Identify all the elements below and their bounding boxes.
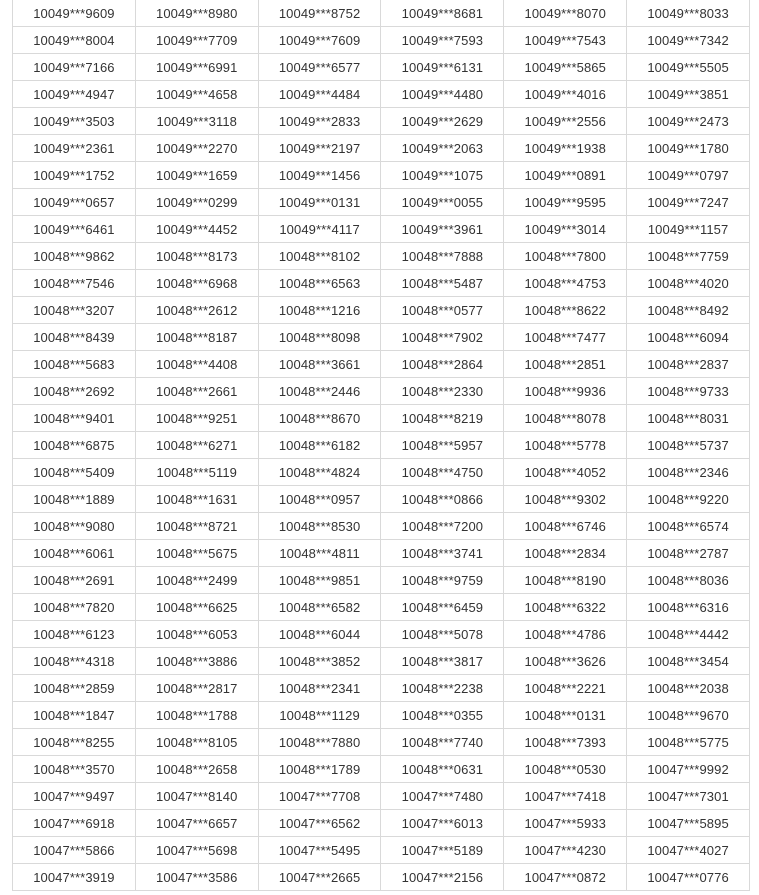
table-row xyxy=(13,513,750,540)
table-cell: 10048***0355 xyxy=(381,702,504,729)
table-cell: 10049***3503 xyxy=(13,108,136,135)
table-cell: 10049***9595 xyxy=(504,189,627,216)
table-cell: 10048***4020 xyxy=(627,270,750,297)
table-cell: 10048***9936 xyxy=(504,378,627,405)
table-cell: 10047***3919 xyxy=(13,864,136,891)
table-cell: 10048***4318 xyxy=(13,648,136,675)
table-cell: 10049***3851 xyxy=(627,81,750,108)
table-cell: 10048***4442 xyxy=(627,621,750,648)
table-cell: 10047***9497 xyxy=(13,783,136,810)
table-cell: 10049***7709 xyxy=(135,27,258,54)
table-cell: 10049***1752 xyxy=(13,162,136,189)
table-cell: 10048***2346 xyxy=(627,459,750,486)
table-cell: 10049***0055 xyxy=(381,189,504,216)
table-cell: 10049***7247 xyxy=(627,189,750,216)
table-cell: 10049***4117 xyxy=(258,216,381,243)
table-cell: 10049***4947 xyxy=(13,81,136,108)
table-cell: 10049***1075 xyxy=(381,162,504,189)
table-row xyxy=(13,270,750,297)
table-cell: 10048***2446 xyxy=(258,378,381,405)
table-cell: 10048***6123 xyxy=(13,621,136,648)
table-cell: 10048***2851 xyxy=(504,351,627,378)
table-row xyxy=(13,756,750,783)
table-cell: 10049***2833 xyxy=(258,108,381,135)
table-cell: 10048***8105 xyxy=(135,729,258,756)
table-cell: 10048***6094 xyxy=(627,324,750,351)
table-cell: 10048***4824 xyxy=(258,459,381,486)
table-row xyxy=(13,297,750,324)
table-cell: 10047***2665 xyxy=(258,864,381,891)
table-cell: 10048***7820 xyxy=(13,594,136,621)
table-cell: 10048***8190 xyxy=(504,567,627,594)
table-row xyxy=(13,216,750,243)
table-row xyxy=(13,594,750,621)
table-cell: 10047***4027 xyxy=(627,837,750,864)
table-cell: 10049***1456 xyxy=(258,162,381,189)
table-cell: 10049***8681 xyxy=(381,0,504,27)
table-row xyxy=(13,567,750,594)
table-cell: 10048***2661 xyxy=(135,378,258,405)
table-cell: 10048***6625 xyxy=(135,594,258,621)
table-cell: 10048***2691 xyxy=(13,567,136,594)
table-cell: 10048***4750 xyxy=(381,459,504,486)
table-row xyxy=(13,864,750,891)
table-row xyxy=(13,351,750,378)
table-row xyxy=(13,702,750,729)
table-cell: 10048***3741 xyxy=(381,540,504,567)
table-cell: 10047***8140 xyxy=(135,783,258,810)
table-cell: 10048***2834 xyxy=(504,540,627,567)
table-cell: 10047***7301 xyxy=(627,783,750,810)
table-cell: 10049***2270 xyxy=(135,135,258,162)
table-cell: 10049***0891 xyxy=(504,162,627,189)
table-cell: 10049***6991 xyxy=(135,54,258,81)
table-cell: 10048***9670 xyxy=(627,702,750,729)
table-cell: 10047***7418 xyxy=(504,783,627,810)
table-cell: 10048***1847 xyxy=(13,702,136,729)
table-cell: 10048***2238 xyxy=(381,675,504,702)
table-cell: 10049***0657 xyxy=(13,189,136,216)
table-cell: 10048***2817 xyxy=(135,675,258,702)
table-cell: 10049***1659 xyxy=(135,162,258,189)
table-cell: 10048***9220 xyxy=(627,486,750,513)
table-cell: 10048***4811 xyxy=(258,540,381,567)
table-row xyxy=(13,810,750,837)
table-cell: 10048***7477 xyxy=(504,324,627,351)
table-cell: 10048***1889 xyxy=(13,486,136,513)
table-row xyxy=(13,378,750,405)
table-cell: 10048***2692 xyxy=(13,378,136,405)
table-cell: 10049***7166 xyxy=(13,54,136,81)
table-cell: 10048***6574 xyxy=(627,513,750,540)
table-cell: 10048***7759 xyxy=(627,243,750,270)
table-cell: 10048***3207 xyxy=(13,297,136,324)
table-cell: 10048***1216 xyxy=(258,297,381,324)
id-table-body xyxy=(13,0,750,891)
table-row xyxy=(13,162,750,189)
table-cell: 10049***8752 xyxy=(258,0,381,27)
table-cell: 10049***6577 xyxy=(258,54,381,81)
table-cell: 10047***6657 xyxy=(135,810,258,837)
table-cell: 10048***6271 xyxy=(135,432,258,459)
table-cell: 10048***8721 xyxy=(135,513,258,540)
table-cell: 10048***8031 xyxy=(627,405,750,432)
id-table xyxy=(12,0,750,891)
table-cell: 10048***4753 xyxy=(504,270,627,297)
table-cell: 10049***8004 xyxy=(13,27,136,54)
table-cell: 10048***9851 xyxy=(258,567,381,594)
table-cell: 10047***6918 xyxy=(13,810,136,837)
table-cell: 10047***5895 xyxy=(627,810,750,837)
table-row xyxy=(13,540,750,567)
table-cell: 10049***3961 xyxy=(381,216,504,243)
table-row xyxy=(13,54,750,81)
table-cell: 10048***6968 xyxy=(135,270,258,297)
table-cell: 10049***2361 xyxy=(13,135,136,162)
table-cell: 10049***8980 xyxy=(135,0,258,27)
table-cell: 10047***7708 xyxy=(258,783,381,810)
table-cell: 10048***6746 xyxy=(504,513,627,540)
table-row xyxy=(13,405,750,432)
table-cell: 10047***5189 xyxy=(381,837,504,864)
table-cell: 10048***6182 xyxy=(258,432,381,459)
table-cell: 10048***7393 xyxy=(504,729,627,756)
table-cell: 10048***0957 xyxy=(258,486,381,513)
table-cell: 10048***1129 xyxy=(258,702,381,729)
table-cell: 10048***8530 xyxy=(258,513,381,540)
table-cell: 10048***8219 xyxy=(381,405,504,432)
table-cell: 10048***3454 xyxy=(627,648,750,675)
table-cell: 10049***7543 xyxy=(504,27,627,54)
table-cell: 10048***3626 xyxy=(504,648,627,675)
table-cell: 10048***2221 xyxy=(504,675,627,702)
table-cell: 10049***2473 xyxy=(627,108,750,135)
table-row xyxy=(13,0,750,27)
table-cell: 10049***4484 xyxy=(258,81,381,108)
table-row xyxy=(13,432,750,459)
table-cell: 10049***4658 xyxy=(135,81,258,108)
table-cell: 10047***5933 xyxy=(504,810,627,837)
table-cell: 10048***2038 xyxy=(627,675,750,702)
table-cell: 10048***1631 xyxy=(135,486,258,513)
table-cell: 10049***0797 xyxy=(627,162,750,189)
table-cell: 10048***4786 xyxy=(504,621,627,648)
table-cell: 10048***7200 xyxy=(381,513,504,540)
table-cell: 10048***6322 xyxy=(504,594,627,621)
table-cell: 10047***2156 xyxy=(381,864,504,891)
table-cell: 10048***5409 xyxy=(13,459,136,486)
table-cell: 10049***6131 xyxy=(381,54,504,81)
table-cell: 10048***8255 xyxy=(13,729,136,756)
table-row xyxy=(13,243,750,270)
table-cell: 10048***2787 xyxy=(627,540,750,567)
table-cell: 10049***8070 xyxy=(504,0,627,27)
table-cell: 10048***5737 xyxy=(627,432,750,459)
table-cell: 10049***6461 xyxy=(13,216,136,243)
table-cell: 10049***1938 xyxy=(504,135,627,162)
table-cell: 10048***9862 xyxy=(13,243,136,270)
table-row xyxy=(13,783,750,810)
table-cell: 10049***8033 xyxy=(627,0,750,27)
table-cell: 10049***5505 xyxy=(627,54,750,81)
table-cell: 10047***5698 xyxy=(135,837,258,864)
table-cell: 10049***1780 xyxy=(627,135,750,162)
table-cell: 10047***6562 xyxy=(258,810,381,837)
table-cell: 10048***2864 xyxy=(381,351,504,378)
table-cell: 10048***8102 xyxy=(258,243,381,270)
table-cell: 10048***0631 xyxy=(381,756,504,783)
table-cell: 10049***9609 xyxy=(13,0,136,27)
table-cell: 10047***5866 xyxy=(13,837,136,864)
table-cell: 10049***2197 xyxy=(258,135,381,162)
table-cell: 10047***6013 xyxy=(381,810,504,837)
table-row xyxy=(13,675,750,702)
table-cell: 10048***5683 xyxy=(13,351,136,378)
table-cell: 10048***6875 xyxy=(13,432,136,459)
table-cell: 10048***6563 xyxy=(258,270,381,297)
table-cell: 10048***0131 xyxy=(504,702,627,729)
table-cell: 10048***1789 xyxy=(258,756,381,783)
table-cell: 10048***8670 xyxy=(258,405,381,432)
table-row xyxy=(13,648,750,675)
table-cell: 10048***5778 xyxy=(504,432,627,459)
table-row xyxy=(13,135,750,162)
table-cell: 10048***6044 xyxy=(258,621,381,648)
table-row xyxy=(13,459,750,486)
table-cell: 10048***8078 xyxy=(504,405,627,432)
table-cell: 10048***3570 xyxy=(13,756,136,783)
table-cell: 10048***7546 xyxy=(13,270,136,297)
table-cell: 10048***1788 xyxy=(135,702,258,729)
table-row xyxy=(13,27,750,54)
table-cell: 10048***6316 xyxy=(627,594,750,621)
table-cell: 10048***8036 xyxy=(627,567,750,594)
table-cell: 10048***0866 xyxy=(381,486,504,513)
table-cell: 10048***2330 xyxy=(381,378,504,405)
table-cell: 10049***7609 xyxy=(258,27,381,54)
table-cell: 10048***2612 xyxy=(135,297,258,324)
table-cell: 10048***3852 xyxy=(258,648,381,675)
table-cell: 10048***3817 xyxy=(381,648,504,675)
table-cell: 10048***9251 xyxy=(135,405,258,432)
table-cell: 10049***7593 xyxy=(381,27,504,54)
table-cell: 10048***5487 xyxy=(381,270,504,297)
table-cell: 10048***9080 xyxy=(13,513,136,540)
table-cell: 10049***2063 xyxy=(381,135,504,162)
table-cell: 10048***9401 xyxy=(13,405,136,432)
table-cell: 10049***4016 xyxy=(504,81,627,108)
table-cell: 10048***9733 xyxy=(627,378,750,405)
table-cell: 10048***6459 xyxy=(381,594,504,621)
table-cell: 10049***2629 xyxy=(381,108,504,135)
table-cell: 10047***0872 xyxy=(504,864,627,891)
table-cell: 10048***6582 xyxy=(258,594,381,621)
table-cell: 10047***3586 xyxy=(135,864,258,891)
id-table-container xyxy=(12,0,750,891)
table-cell: 10048***2837 xyxy=(627,351,750,378)
table-cell: 10048***5957 xyxy=(381,432,504,459)
table-cell: 10048***5675 xyxy=(135,540,258,567)
table-cell: 10049***3118 xyxy=(135,108,258,135)
table-cell: 10048***8187 xyxy=(135,324,258,351)
table-row xyxy=(13,189,750,216)
table-cell: 10049***1157 xyxy=(627,216,750,243)
table-cell: 10047***5495 xyxy=(258,837,381,864)
table-cell: 10048***7902 xyxy=(381,324,504,351)
table-cell: 10048***7888 xyxy=(381,243,504,270)
table-row xyxy=(13,486,750,513)
table-row xyxy=(13,108,750,135)
table-cell: 10049***5865 xyxy=(504,54,627,81)
table-cell: 10048***5078 xyxy=(381,621,504,648)
table-cell: 10049***0299 xyxy=(135,189,258,216)
table-cell: 10049***4452 xyxy=(135,216,258,243)
table-cell: 10048***8492 xyxy=(627,297,750,324)
table-row xyxy=(13,729,750,756)
table-cell: 10048***7800 xyxy=(504,243,627,270)
table-cell: 10049***7342 xyxy=(627,27,750,54)
table-cell: 10048***2341 xyxy=(258,675,381,702)
table-cell: 10048***7740 xyxy=(381,729,504,756)
table-cell: 10048***6061 xyxy=(13,540,136,567)
table-cell: 10048***6053 xyxy=(135,621,258,648)
table-cell: 10049***0131 xyxy=(258,189,381,216)
table-cell: 10048***0530 xyxy=(504,756,627,783)
table-cell: 10047***9992 xyxy=(627,756,750,783)
table-cell: 10047***0776 xyxy=(627,864,750,891)
table-cell: 10048***2859 xyxy=(13,675,136,702)
table-row xyxy=(13,324,750,351)
table-cell: 10048***3886 xyxy=(135,648,258,675)
table-row xyxy=(13,81,750,108)
table-cell: 10048***3661 xyxy=(258,351,381,378)
table-cell: 10049***4480 xyxy=(381,81,504,108)
table-cell: 10048***9302 xyxy=(504,486,627,513)
table-cell: 10048***5775 xyxy=(627,729,750,756)
table-cell: 10049***2556 xyxy=(504,108,627,135)
table-cell: 10048***8173 xyxy=(135,243,258,270)
table-cell: 10049***3014 xyxy=(504,216,627,243)
table-cell: 10047***4230 xyxy=(504,837,627,864)
table-cell: 10048***2499 xyxy=(135,567,258,594)
table-row xyxy=(13,621,750,648)
table-cell: 10048***8439 xyxy=(13,324,136,351)
table-cell: 10048***7880 xyxy=(258,729,381,756)
table-cell: 10047***7480 xyxy=(381,783,504,810)
table-cell: 10048***0577 xyxy=(381,297,504,324)
table-cell: 10048***4052 xyxy=(504,459,627,486)
table-row xyxy=(13,837,750,864)
table-cell: 10048***9759 xyxy=(381,567,504,594)
table-cell: 10048***5119 xyxy=(135,459,258,486)
table-cell: 10048***4408 xyxy=(135,351,258,378)
table-cell: 10048***8098 xyxy=(258,324,381,351)
table-cell: 10048***2658 xyxy=(135,756,258,783)
table-cell: 10048***8622 xyxy=(504,297,627,324)
